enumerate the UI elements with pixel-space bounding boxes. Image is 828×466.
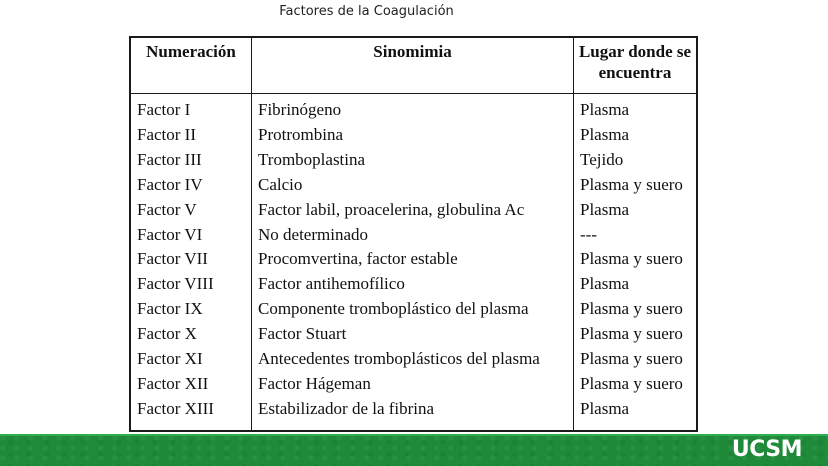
row-synonym: Estabilizador de la fibrina (258, 398, 435, 418)
row-location: --- (580, 224, 597, 244)
row-synonym: Protrombina (258, 124, 343, 144)
coagulation-factors-table (129, 36, 698, 432)
row-synonym: Fibrinógeno (258, 100, 342, 119)
row-location: Plasma y suero (580, 373, 683, 393)
row-factor-number: Factor IX (137, 299, 203, 319)
row-factor-number: Factor II (137, 124, 197, 144)
row-factor-number: Factor X (137, 324, 197, 344)
row-location: Plasma (580, 100, 630, 119)
row-location: Plasma y suero (580, 349, 683, 369)
row-synonym: Factor Hágeman (258, 373, 371, 393)
row-synonym: Tromboplastina (258, 149, 366, 169)
row-synonym: Factor labil, proacelerina, globulina Ac (258, 199, 525, 219)
row-synonym: Factor Stuart (258, 324, 347, 344)
table-header-row (131, 38, 696, 94)
slide-title: Factores de la Coagulación (279, 4, 454, 19)
row-synonym: Antecedentes tromboplásticos del plasma (258, 349, 540, 369)
row-location: Plasma (580, 274, 630, 294)
footer-stripe (0, 434, 828, 436)
column-sinomimia (252, 94, 574, 431)
row-location: Plasma (580, 124, 630, 144)
row-synonym: No determinado (258, 224, 368, 244)
ucsm-logo: UCSM (731, 437, 802, 462)
header-sinomimia: Sinomimia (252, 38, 574, 94)
column-numeracion (131, 94, 252, 431)
row-factor-number: Factor VIII (137, 274, 214, 294)
row-factor-number: Factor V (137, 199, 197, 219)
row-location: Plasma y suero (580, 249, 683, 269)
header-lugar: Lugar donde se encuentra (574, 38, 697, 94)
row-synonym: Procomvertina, factor estable (258, 249, 458, 269)
row-factor-number: Factor XI (137, 349, 203, 369)
row-location: Plasma y suero (580, 299, 683, 319)
table-body-row (131, 94, 696, 431)
column-lugar (574, 94, 697, 431)
row-factor-number: Factor XII (137, 373, 209, 393)
row-factor-number: Factor III (137, 149, 202, 169)
row-factor-number: Factor XIII (137, 398, 214, 418)
row-synonym: Calcio (258, 174, 303, 194)
row-location: Plasma (580, 199, 630, 219)
row-factor-number: Factor VI (137, 224, 203, 244)
row-location: Plasma (580, 398, 630, 418)
footer-bar (0, 434, 828, 466)
row-synonym: Factor antihemofílico (258, 274, 405, 294)
header-numeracion: Numeración (131, 38, 252, 94)
row-factor-number: Factor I (137, 100, 191, 119)
row-synonym: Componente tromboplástico del plasma (258, 299, 529, 319)
row-location: Tejido (580, 149, 624, 169)
row-factor-number: Factor VII (137, 249, 208, 269)
row-location: Plasma y suero (580, 324, 683, 344)
row-location: Plasma y suero (580, 174, 683, 194)
row-factor-number: Factor IV (137, 174, 203, 194)
